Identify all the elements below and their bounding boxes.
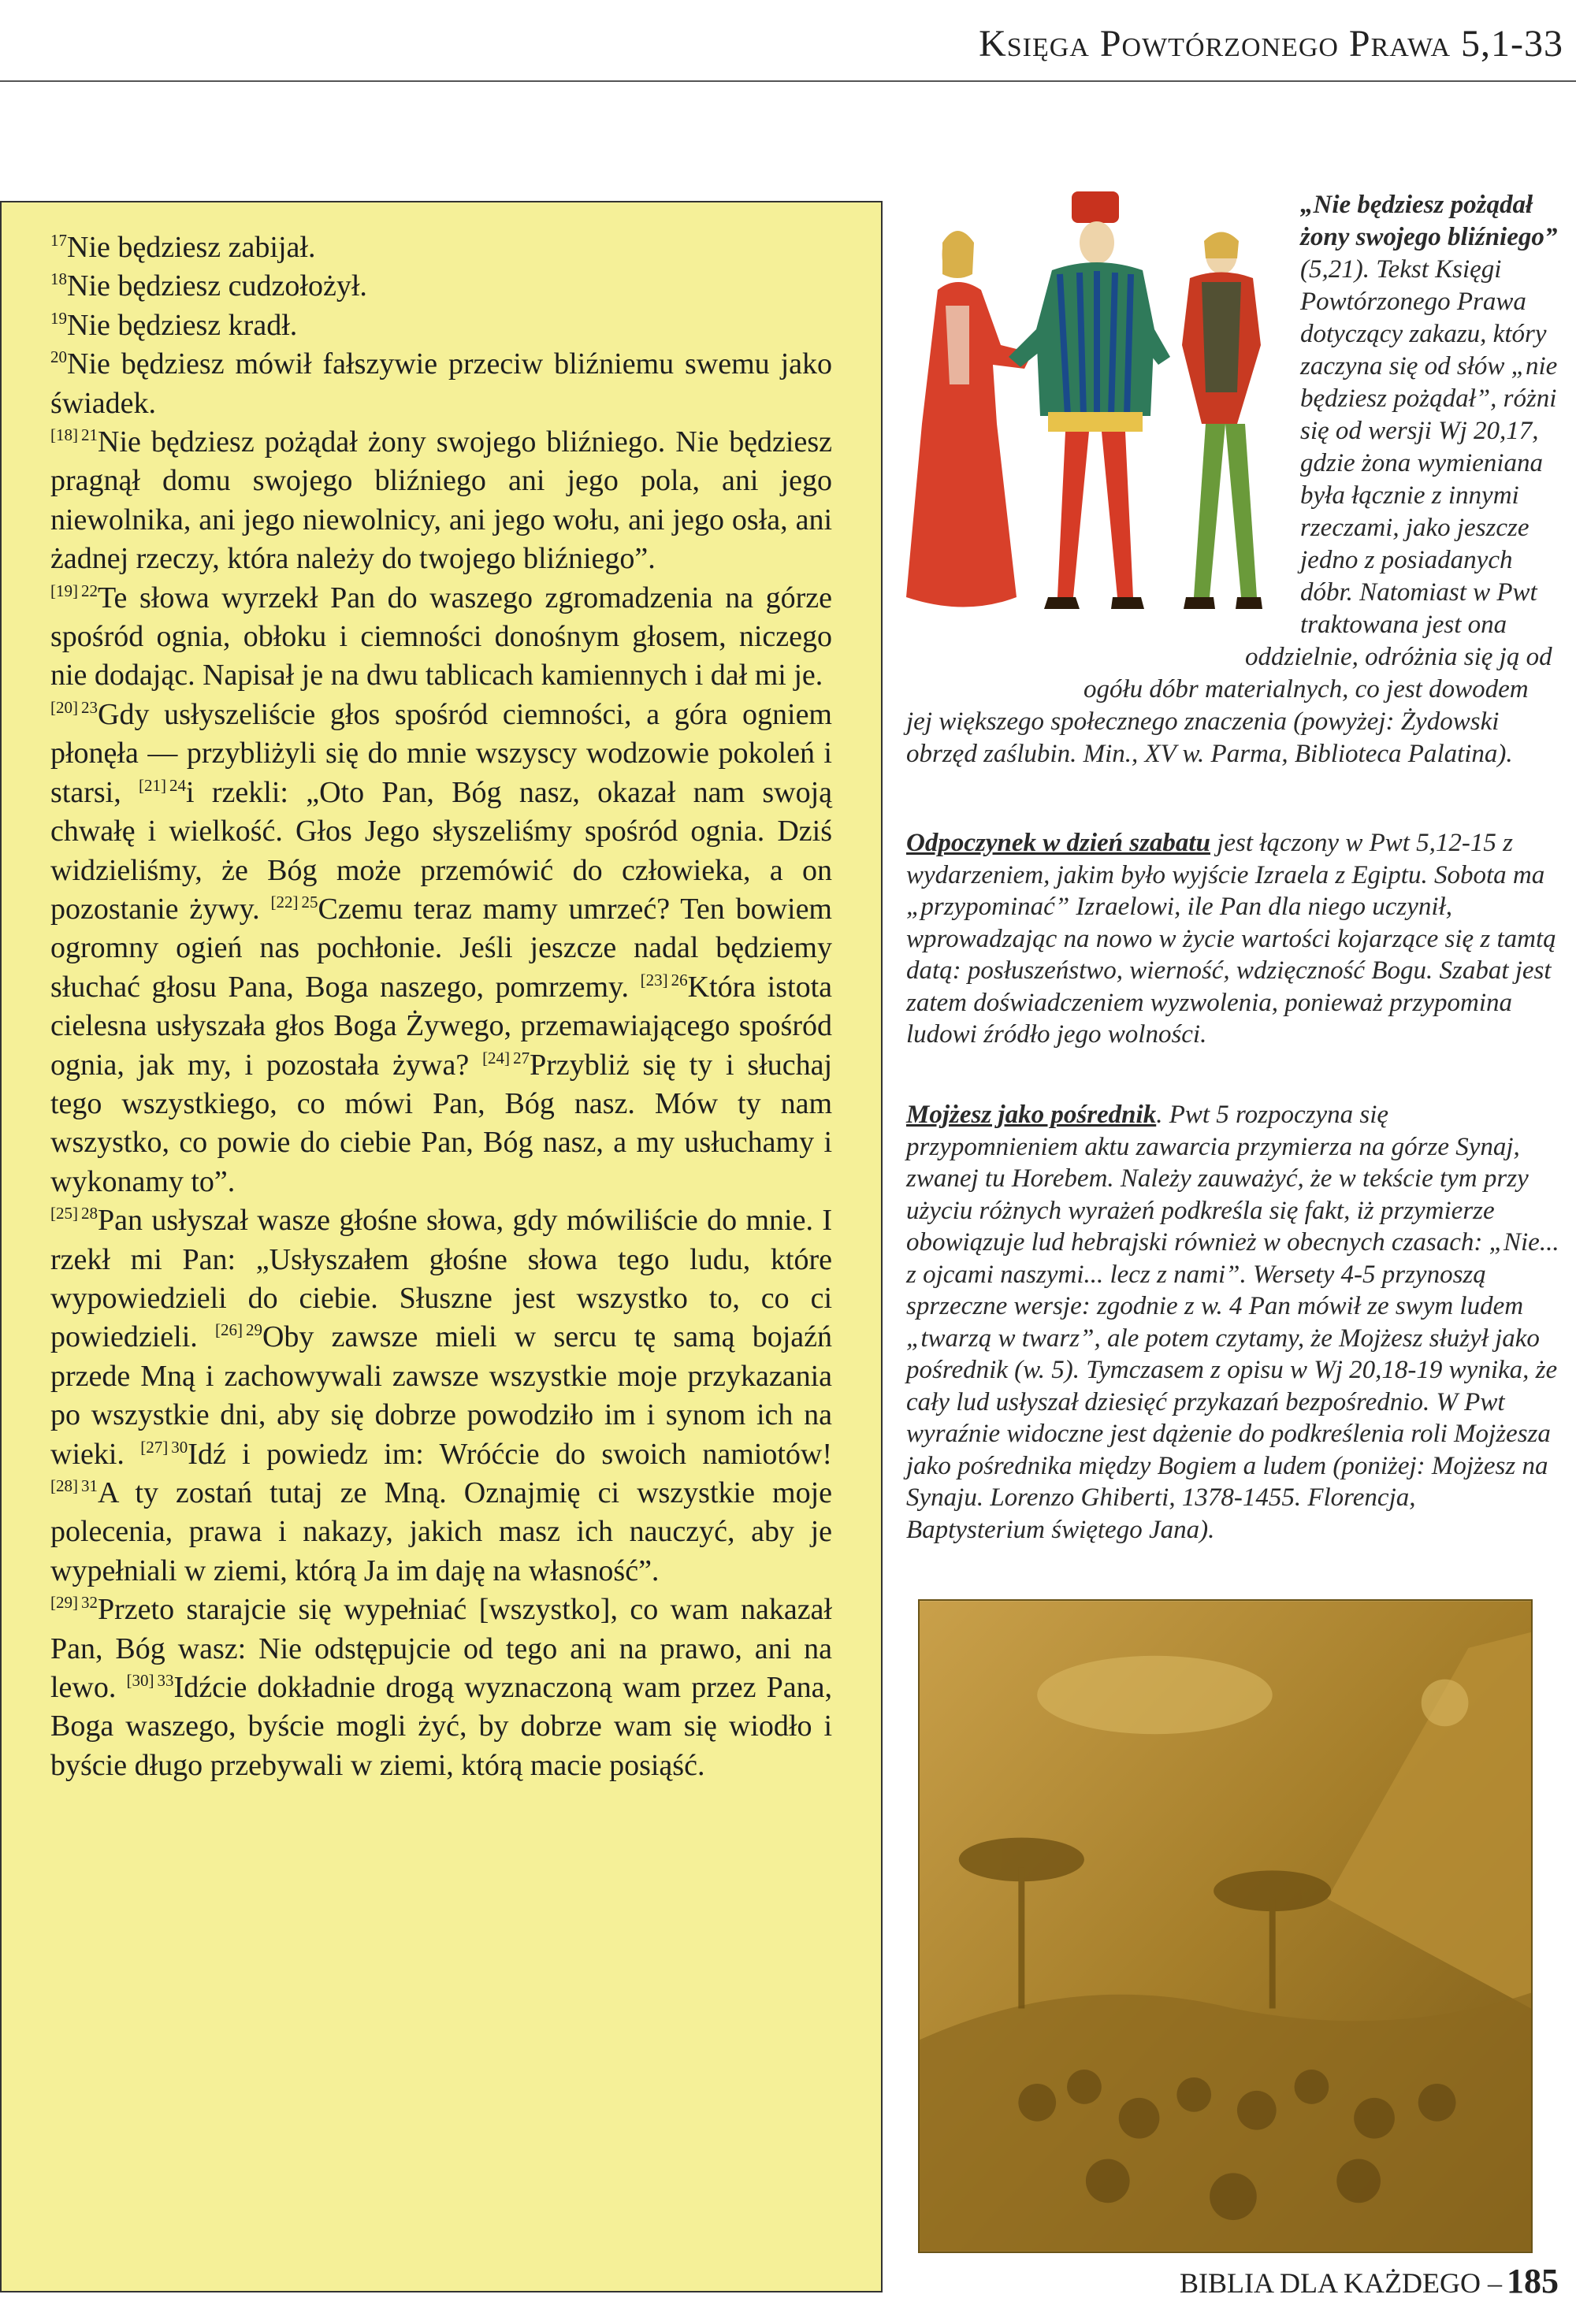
verse-number: 28 bbox=[81, 1204, 98, 1223]
page-number: 185 bbox=[1507, 2262, 1559, 2300]
cross-reference: [28] bbox=[50, 1476, 78, 1495]
cross-reference: [27] bbox=[140, 1437, 169, 1457]
verse-text: Przeto starajcie się wypełniać [wszystko], co wam nakazał Pan, Bóg wasz: Nie odstępujcie od tego ani na prawo, ani na lewo. bbox=[50, 1593, 832, 1705]
wedding-miniature-image bbox=[890, 187, 1316, 637]
cross-reference: [21] bbox=[139, 775, 167, 795]
bride-figure bbox=[906, 231, 1032, 607]
header-rule bbox=[0, 80, 1576, 82]
verse-number: 26 bbox=[671, 970, 688, 989]
cross-reference: [25] bbox=[50, 1204, 78, 1223]
moses-note-lead: Mojżesz jako pośrednik bbox=[906, 1101, 1157, 1129]
verse-number: 23 bbox=[81, 697, 98, 717]
sabbath-note-lead: Odpoczynek w dzień szabatu bbox=[906, 829, 1210, 857]
cross-reference: [24] bbox=[482, 1048, 511, 1067]
verse-number: 32 bbox=[81, 1593, 98, 1613]
verse-number: 31 bbox=[81, 1476, 98, 1495]
verse-paragraph bbox=[50, 1201, 832, 1591]
verse-number: 21 bbox=[81, 425, 98, 445]
verse-text: Idź i powiedz im: Wróćcie do swoich namiotów! bbox=[188, 1437, 832, 1471]
verse-paragraph bbox=[50, 579, 832, 696]
verse-number: 17 bbox=[50, 231, 67, 250]
verse-text: Nie będziesz mówił fałszywie przeciw bliźniemu swemu jako świadek. bbox=[50, 347, 832, 420]
cross-reference: [22] bbox=[270, 892, 299, 911]
verse-paragraph bbox=[50, 423, 832, 579]
verse-text: Nie będziesz pożądał żony swojego bliźniego. Nie będziesz pragnął domu swojego bliźniego ani jego pola, ani jego niewolnika, ani jego niewolnicy, ani jego wołu, ani jego osła, ani żadnej rzeczy, która należy do twojego bliźniego”. bbox=[50, 425, 832, 576]
verse-paragraph bbox=[50, 267, 832, 306]
verse-number: 18 bbox=[50, 269, 67, 289]
verse-number: 27 bbox=[513, 1048, 530, 1067]
groom-figure bbox=[1009, 191, 1170, 609]
cross-reference: [19] bbox=[50, 581, 78, 600]
scripture-text bbox=[50, 228, 832, 1785]
verse-paragraph bbox=[50, 696, 832, 1201]
verse-text: Gdy usłyszeliście głos spośród ciemności, a góra ogniem płonęła — przybliżyli się do mnie wszyscy wodzowie pokoleń i starsi, bbox=[50, 697, 832, 809]
verse-number: 30 bbox=[171, 1437, 188, 1457]
verse-text: A ty zostań tutaj ze Mną. Oznajmię ci wszystkie moje polecenia, prawa i nakazy, jakich masz ich nauczyć, aby je wypełniali w ziemi, którą Ja im daję na własność”. bbox=[50, 1476, 832, 1587]
verse-text: Przybliż się ty i słuchaj tego wszystkiego, co mówi Pan, Bóg nasz. Mów ty nam wszystko, co powie do ciebie Pan, Bóg nasz, a my usłuchamy i wykonamy to”. bbox=[50, 1048, 832, 1198]
verse-number: 22 bbox=[81, 581, 98, 600]
scripture-panel bbox=[0, 201, 883, 2292]
verse-number: 20 bbox=[50, 347, 67, 367]
verse-text: Pan usłyszał wasze głośne słowa, gdy mówiliście do mnie. I rzekł mi Pan: „Usłyszałem głośne słowa tego ludu, które wypowiedzieli do ciebie. Słuszne jest wszystko to, co ci powiedzieli. bbox=[50, 1204, 832, 1354]
verse-paragraph bbox=[50, 1591, 832, 1785]
caption-body: (5,21). Tekst Księgi Powtórzonego Prawa dotyczący zakazu, który zaczyna się od słów „nie będziesz pożądał”, różni się od wersji Wj 20,17, gdzie żona wymieniana była łącznie z innymi rzeczami, jako jeszcze jedno z posiadanych dóbr. Natomiast w Pwt traktowana jest ona oddzielnie, odróżnia się ją od ogółu dóbr materialnych, co jest dowodem jej większego społecznego znaczenia (powyżej: Żydowski obrzęd zaślubin. Min., XV w. Parma, Biblioteca Palatina). bbox=[906, 255, 1558, 768]
sabbath-note-body: jest łączony w Pwt 5,12-15 z wydarzeniem, jakim było wyjście Izraela z Egiptu. Sobota ma „przypominać” Izraelowi, ile Pan dla niego uczynił, wprowadzając na nowo w życie wartości kojarzące się z tamtą datą: posłuszeństwo, wierność, wdzięczność Bogu. Szabat jest zatem doświadczeniem wyzwolenia, ponieważ przypomina ludowi źródło jego wolności. bbox=[906, 829, 1556, 1049]
page-footer bbox=[1180, 2261, 1559, 2301]
verse-text: Nie będziesz kradł. bbox=[67, 308, 298, 342]
verse-number: 19 bbox=[50, 308, 67, 328]
cross-reference: [23] bbox=[640, 970, 668, 989]
cross-reference: [29] bbox=[50, 1593, 78, 1613]
verse-text: Idźcie dokładnie drogą wyznaczoną wam przez Pana, Boga waszego, byście mogli żyć, by dobrze wam się wiodło i byście długo przebywali w ziemi, którą macie posiąść. bbox=[50, 1671, 833, 1782]
verse-text: Te słowa wyrzekł Pan do waszego zgromadzenia na górze spośród ognia, obłoku i ciemności donośnym głosem, niczego nie dodając. Napisał je na dwu tablicach kamiennych i dał mi je. bbox=[50, 581, 832, 692]
verse-text: Oby zawsze mieli w sercu tę samą bojaźń przede Mną i zachowywali zawsze wszystkie moje przykazania po wszystkie dni, aby się dobrze powodziło im i synom ich na wieki. bbox=[50, 1320, 832, 1471]
running-header: Księga Powtórzonego Prawa 5,1-33 bbox=[979, 23, 1563, 65]
cross-reference: [30] bbox=[126, 1671, 154, 1691]
verse-number: 33 bbox=[157, 1671, 174, 1691]
verse-text: Nie będziesz zabijał. bbox=[67, 231, 316, 264]
verse-text: i rzekli: „Oto Pan, Bóg nasz, okazał nam swoją chwałę i wielkość. Głos Jego słyszeliśmy spośród ognia. Dziś widzieliśmy, że Bóg może przemówić do człowieka, a on pozostanie żywy. bbox=[50, 775, 833, 926]
ghiberti-relief-image bbox=[918, 1599, 1533, 2253]
caption-lead: „Nie będziesz pożądał żony swojego bliźniego” bbox=[1300, 191, 1558, 251]
footer-label: BIBLIA DLA KAŻDEGO – bbox=[1180, 2267, 1502, 2299]
verse-number: 24 bbox=[169, 775, 187, 795]
witness-figure bbox=[1182, 232, 1262, 610]
cross-reference: [18] bbox=[50, 425, 78, 445]
verse-paragraph bbox=[50, 345, 832, 423]
moses-note bbox=[906, 1099, 1560, 1546]
sabbath-note bbox=[906, 827, 1560, 1051]
verse-number: 25 bbox=[301, 892, 318, 911]
moses-note-body: . Pwt 5 rozpoczyna się przypomnieniem aktu zawarcia przymierza na górze Synaj, zwanej tu Horebem. Należy zauważyć, że w tekście tym przy użyciu różnych wyrażeń podkreśla się fakt, iż przymierze obowiązuje lud hebrajski również w obecnych czasach: „Nie... z ojcami naszymi... lecz z nami”. Wersety 4-5 przynoszą sprzeczne wersje: zgodnie z w. 4 Pan mówił ze swym ludem „twarzą w twarz”, ale potem czytamy, że Mojżesz służył jako pośrednik (w. 5). Tymczasem z opisu w Wj 20,18-19 wynika, że cały lud usłyszał dziesięć przykazań bezpośrednio. W Pwt wyraźnie widoczne jest dążenie do podkreślenia roli Mojżesza jako pośrednika między Bogiem a ludem (poniżej: Mojżesz na Synaju. Lorenzo Ghiberti, 1378-1455. Florencja, Baptysterium świętego Jana). bbox=[906, 1101, 1559, 1544]
verse-text: Czemu teraz mamy umrzeć? Ten bowiem ogromny ogień nas pochłonie. Jeśli jeszcze nadal będziemy słuchać głosu Pana, Boga naszego, pomrzemy. bbox=[50, 892, 832, 1004]
cross-reference: [26] bbox=[214, 1320, 243, 1340]
verse-paragraph bbox=[50, 306, 832, 345]
verse-text: Która istota cielesna usłyszała głos Boga Żywego, przemawiającego spośród ognia, jak my, i pozostała żywa? bbox=[50, 970, 833, 1082]
verse-text: Nie będziesz cudzołożył. bbox=[67, 269, 367, 303]
verse-number: 29 bbox=[245, 1320, 262, 1340]
verse-paragraph bbox=[50, 228, 832, 267]
cross-reference: [20] bbox=[50, 697, 78, 717]
